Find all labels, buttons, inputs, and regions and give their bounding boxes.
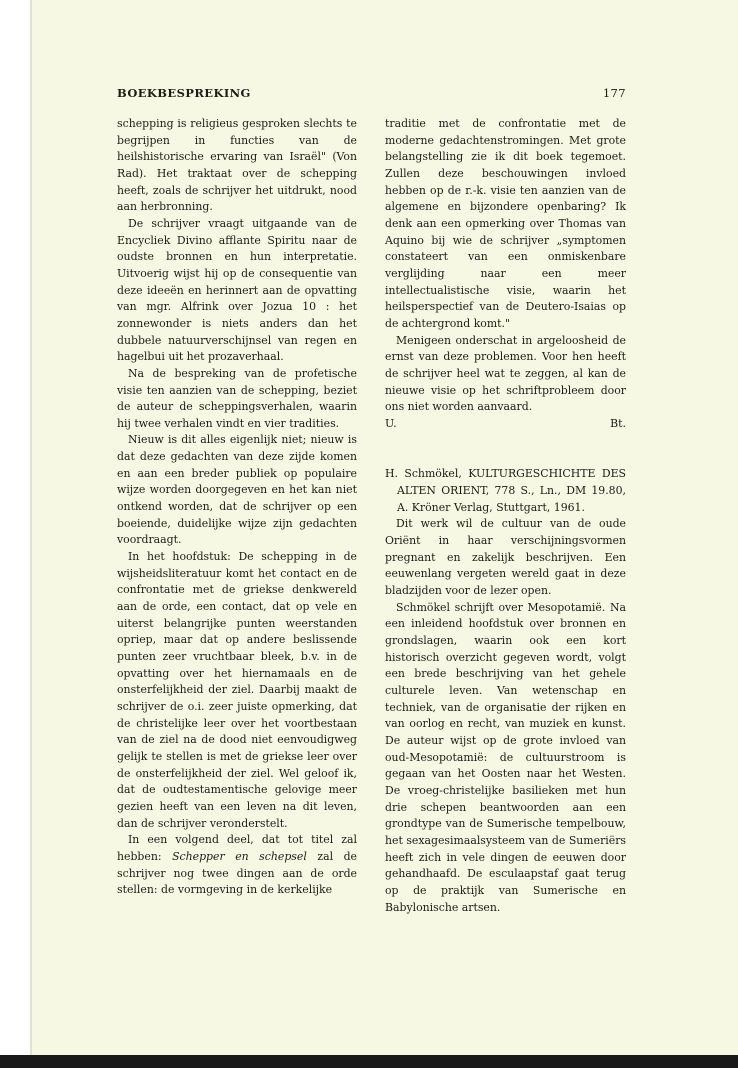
- paragraph: Nieuw is dit alles eigenlijk niet; nieuw is dat deze gedachten van deze zijde komen en aan een breder publiek op populaire wijze worden doorgegeven en het kan niet ontkend worden, dat de schrijver op een boeiende, duidelijke wijze zijn gedachten voordraagt.: [117, 433, 357, 547]
- scan-left-margin: [0, 0, 32, 1068]
- scan-bottom-edge: [0, 1055, 738, 1068]
- paragraph: Menigeen onderschat in argeloosheid de ernst van deze problemen. Voor hen heeft de schrijver heel wat te zeggen, al kan de nieuwe visie op het schriftprobleem door ons niet worden aanvaard.: [385, 333, 626, 414]
- paragraph: traditie met de confrontatie met de moderne gedachtenstromingen. Met grote belangstelling zie ik dit boek tegemoet. Zullen deze beschouwingen invloed hebben op de r.-k. visie ten aanzien van de algemene en bijzondere openbaring? Ik denk aan een opmerking over Thomas van Aquino bij wie de schrijver „symptomen constateert van een onmiskenbare verglijding naar een meer intellectualistische visie, waarin het heilsperspectief van de Deutero-Isaias op de achtergrond komt.": [385, 117, 626, 330]
- book-page: [117, 86, 626, 914]
- review-heading: H. Schmökel, KULTURGESCHICHTE DES ALTEN ORIENT, 778 S., Ln., DM 19.80, A. Kröner Verlag, Stuttgart, 1961.: [385, 467, 626, 514]
- signature-initial: U.: [385, 416, 397, 430]
- page-number: 177: [602, 86, 626, 100]
- paragraph: Na de bespreking van de profetische visie ten aanzien van de schepping, beziet de auteur de scheppingsverhalen, waarin hij twee verhalen vindt en vier tradities.: [117, 366, 357, 430]
- paragraph: [117, 832, 357, 899]
- running-head: [117, 86, 626, 108]
- right-column: [385, 116, 626, 916]
- signature-initials: Bt.: [610, 416, 626, 430]
- paragraph: De schrijver vraagt uitgaande van de Encycliek Divino afflante Spiritu naar de oudste bronnen en hun interpretatie. Uitvoerig wijst hij op de consequentie van deze ideeën en herinnert aan de opvatting van mgr. Alfrink over Jozua 10 : het zonnewonder is niets anders dan het dubbele natuurverschijnsel van regen en hagelbui uit het prozaverhaal.: [117, 216, 357, 364]
- paragraph-text: zal de schrijver nog twee dingen aan de orde stellen: de vormgeving in de kerkelijke: [117, 849, 358, 897]
- book-title-italic: Schepper en schepsel: [172, 849, 307, 863]
- left-column: [117, 116, 357, 899]
- paragraph: Dit werk wil de cultuur van de oude Oriënt in haar verschijningsvormen pregnant en zakelijk beschrijven. Een eeuwenlang vergeten wereld gaat in deze bladzijden voor de lezer open.: [385, 517, 626, 598]
- running-head-title: BOEKBESPREKING: [117, 86, 251, 100]
- paragraph-text: In een volgend deel, dat tot titel zal hebben:: [117, 833, 357, 863]
- reviewer-signature: [385, 416, 626, 433]
- paragraph: schepping is religieus gesproken slechts te begrijpen in functies van de heilshistorische ervaring van Israël" (Von Rad). Het traktaat over de schepping heeft, zoals de schrijver het uitdrukt, nood aan herbronning.: [117, 117, 357, 214]
- paragraph: Schmökel schrijft over Mesopotamië. Na een inleidend hoofdstuk over bronnen en grondslagen, waarin ook een kort historisch overzicht gegeven wordt, volgt een brede beschrijving van het gehele culturele leven. Van wetenschap en techniek, van de organisatie der rijken en van oorlog en recht, van muziek en kunst. De auteur wijst op de grote invloed van oud-Mesopotamië: de cultuurstroom is gegaan van het Oosten naar het Westen. De vroeg-christelijke basilieken met hun drie schepen beantwoorden aan een grondtype van de Sumerische tempelbouw, het sexagesimaalsysteem van de Sumeriërs heeft zich in vele dingen de eeuwen door gehandhaafd. De esculaapstaf gaat terug op de praktijk van Sumerische en Babylonische artsen.: [385, 600, 626, 914]
- paragraph: In het hoofdstuk: De schepping in de wijsheidsliteratuur komt het contact en de confrontatie met de griekse denkwereld aan de orde, een contact, dat op vele en uiterst belangrijke punten weerstanden opriep, maar dat op andere beslissende punten zeer vruchtbaar bleek, b.v. in de opvatting over het hiernamaals en de onsterfelijkheid der ziel. Daarbij maakt de schrijver de o.i. zeer juiste opmerking, dat de christelijke leer over het voortbestaan van de ziel na de dood niet eenvoudigweg gelijk te stellen is met de griekse leer over de onsterfelijkheid der ziel. Wel geloof ik, dat de oudtestamentische gelovige meer gezien heeft van een leven na dit leven, dan de schrijver veronderstelt.: [117, 550, 357, 830]
